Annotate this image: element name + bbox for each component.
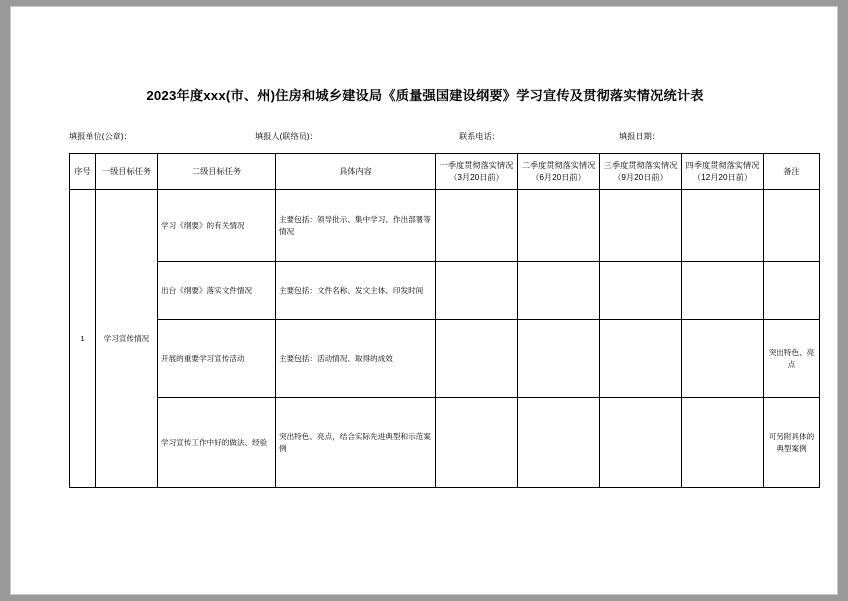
cell-quarter-3[interactable] <box>600 320 682 398</box>
cell-quarter-3[interactable] <box>600 398 682 488</box>
cell-level2: 学习宣传工作中好的做法、经验 <box>158 398 276 488</box>
cell-quarter-1[interactable] <box>436 398 518 488</box>
table-header <box>70 154 820 190</box>
cell-quarter-2[interactable] <box>518 190 600 262</box>
cell-remark <box>764 190 820 262</box>
table-row <box>70 190 820 262</box>
cell-quarter-4[interactable] <box>682 320 764 398</box>
cell-content: 主要包括：文件名称、发文主体、印发时间 <box>276 262 436 320</box>
header-level1: 一级目标任务 <box>96 154 158 190</box>
table-row <box>70 320 820 398</box>
meta-phone: 联系电话： <box>459 132 500 141</box>
header-quarter-3: 三季度贯彻落实情况（9月20日前） <box>600 154 682 190</box>
meta-row <box>69 131 789 145</box>
meta-person: 填报人(联络员)： <box>255 132 318 141</box>
header-quarter-4: 四季度贯彻落实情况（12月20日前） <box>682 154 764 190</box>
table-row <box>70 262 820 320</box>
cell-quarter-2[interactable] <box>518 262 600 320</box>
cell-level2: 出台《纲要》落实文件情况 <box>158 262 276 320</box>
header-quarter-1: 一季度贯彻落实情况（3月20日前） <box>436 154 518 190</box>
cell-quarter-3[interactable] <box>600 262 682 320</box>
table-row <box>70 398 820 488</box>
cell-quarter-3[interactable] <box>600 190 682 262</box>
cell-seq: 1 <box>70 190 96 488</box>
cell-content: 主要包括：活动情况、取得的成效 <box>276 320 436 398</box>
cell-content: 突出特色、亮点，结合实际先进典型和示范案例 <box>276 398 436 488</box>
cell-content: 主要包括：领导批示、集中学习、作出部署等情况 <box>276 190 436 262</box>
cell-quarter-4[interactable] <box>682 262 764 320</box>
cell-quarter-1[interactable] <box>436 262 518 320</box>
page-title: 2023年度xxx(市、州)住房和城乡建设局《质量强国建设纲要》学习宣传及贯彻落实情况统计表 <box>146 88 704 103</box>
cell-quarter-4[interactable] <box>682 190 764 262</box>
cell-quarter-1[interactable] <box>436 190 518 262</box>
document-page <box>10 6 838 595</box>
cell-remark: 突出特色、亮点 <box>764 320 820 398</box>
cell-level2: 学习《纲要》的有关情况 <box>158 190 276 262</box>
header-remark: 备注 <box>764 154 820 190</box>
cell-quarter-1[interactable] <box>436 320 518 398</box>
header-seq: 序号 <box>70 154 96 190</box>
header-quarter-2: 二季度贯彻落实情况（6月20日前） <box>518 154 600 190</box>
table-body <box>70 190 820 488</box>
cell-remark: 可另附具体的典型案例 <box>764 398 820 488</box>
cell-quarter-2[interactable] <box>518 398 600 488</box>
statistics-table <box>69 153 820 488</box>
cell-remark <box>764 262 820 320</box>
cell-level2: 开展的重要学习宣传活动 <box>158 320 276 398</box>
cell-quarter-2[interactable] <box>518 320 600 398</box>
cell-quarter-4[interactable] <box>682 398 764 488</box>
cell-level1: 学习宣传情况 <box>96 190 158 488</box>
header-level2: 二级目标任务 <box>158 154 276 190</box>
table-header-row <box>70 154 820 190</box>
meta-unit: 填报单位(公章)： <box>69 132 132 141</box>
header-content: 具体内容 <box>276 154 436 190</box>
meta-date: 填报日期： <box>619 132 660 141</box>
